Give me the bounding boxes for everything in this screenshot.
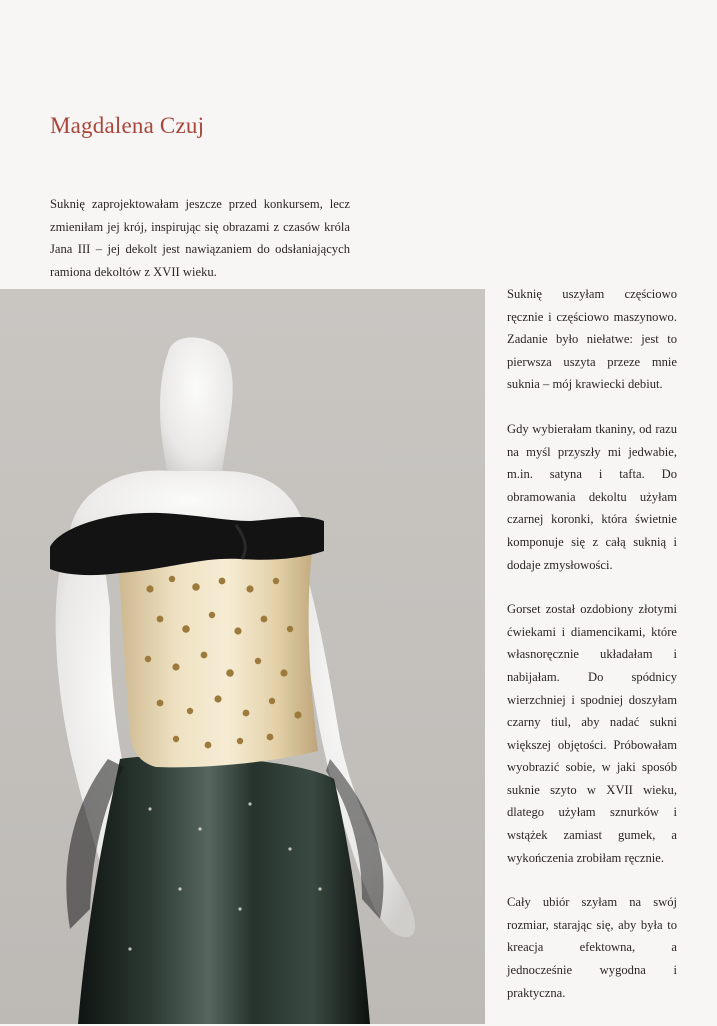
text-column xyxy=(507,283,677,1026)
gown-photo xyxy=(0,289,485,1024)
paragraph: Suknię uszyłam częściowo ręcznie i częściowo maszynowo. Zadanie było niełatwe: jest to pierwsza uszyta przeze mnie suknia – mój krawiecki debiut. xyxy=(507,287,677,392)
paragraph: Gorset został ozdobiony złotymi ćwiekami i diamencikami, które własnoręcznie układałam i nabijałam. Do spódnicy wierzchniej i spodniej doszyłam czarny tiul, aby nadać sukni większej objętości. Próbowałam wyobrazić sobie, w jaki sposób suknie szyto w XVII wieku, dlatego użyłam sznurków i wstążek zamiast gumek, a wykończenia zrobiłam ręcznie. xyxy=(507,602,677,865)
intro-paragraph: Suknię zaprojektowałam jeszcze przed konkursem, lecz zmieniłam jej krój, inspirując się obrazami z czasów króla Jana III – jej dekolt jest nawiązaniem do odsłaniających ramiona dekoltów z XVII wieku. xyxy=(50,197,350,279)
paragraph: Gdy wybierałam tkaniny, od razu na myśl przyszły mi jedwabie, m.in. satyna i tafta. Do obramowania dekoltu użyłam czarnej koronki, która świetnie komponuje się z całą suknią i dodaje zmysłowości. xyxy=(507,421,677,572)
paragraph: Cały ubiór szyłam na swój rozmiar, starając się, aby była to kreacja efektowna, a jednocześnie wygodna i praktyczna. xyxy=(507,895,677,1000)
author-title: Magdalena Czuj xyxy=(50,113,205,138)
